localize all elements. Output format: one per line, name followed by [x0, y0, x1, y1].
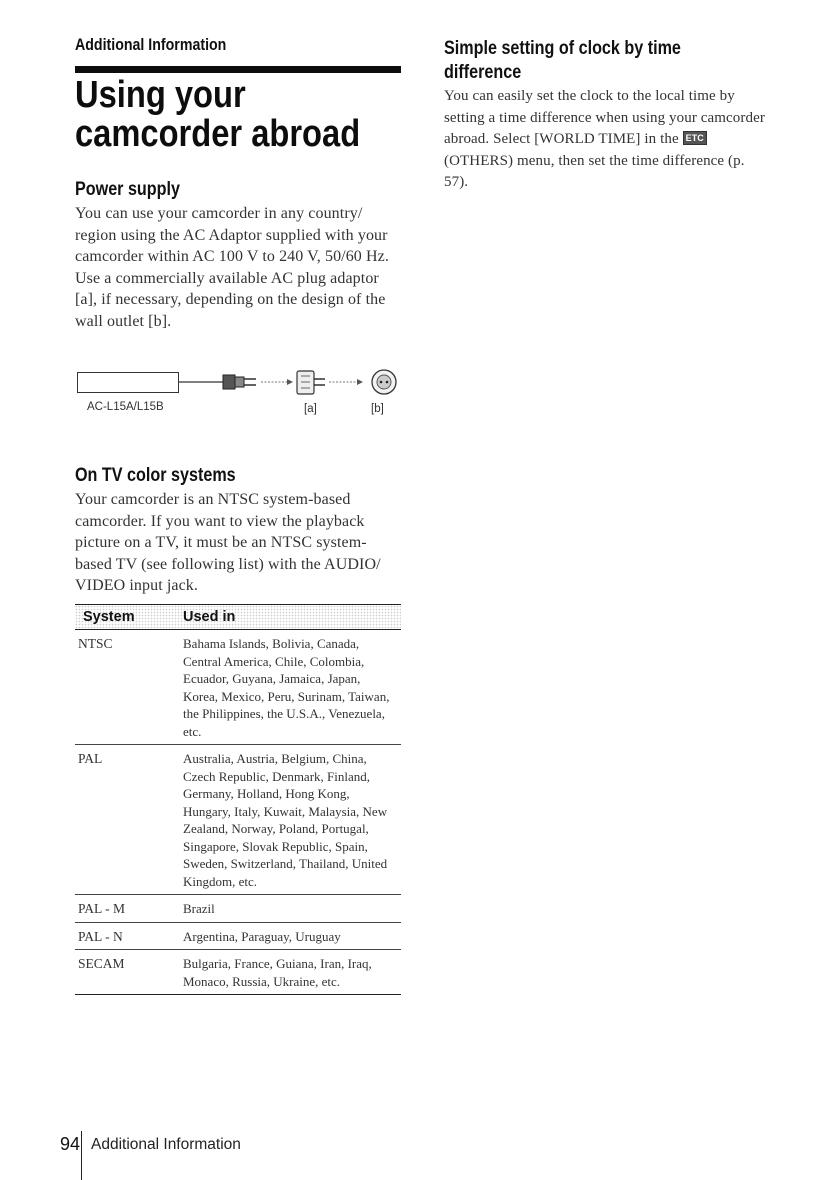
plug-adaptor-label: [a] — [304, 403, 317, 415]
countries-cell: Argentina, Paraguay, Uruguay — [183, 928, 341, 944]
table-row — [75, 895, 401, 923]
title-rule — [75, 66, 401, 73]
page-number: 94 — [60, 1134, 81, 1154]
clock-heading-line-2: difference — [444, 61, 522, 83]
system-cell: SECAM — [78, 956, 125, 971]
tv-systems-table — [75, 604, 401, 995]
column-header-system: System — [83, 609, 135, 625]
table-row — [75, 923, 401, 951]
table-row — [75, 630, 401, 745]
countries-cell: Australia, Austria, Belgium, China, Czech Republic, Denmark, Finland, Germany, Holland, Hong Kong, Hungary, Italy, Kuwait, Malaysia, New Zealand, Norway, Poland, Portugal, Singapore, Slovak Republic, Spain, Sweden, Switzerland, Thailand, United Kingdom, etc. — [183, 751, 388, 889]
tv-systems-paragraph: Your camcorder is an NTSC system-based camcorder. If you want to view the playback picture on a TV, it must be an NTSC system-based TV (see following list) with the AUDIO/ VIDEO input jack. — [75, 491, 381, 594]
countries-cell: Bahama Islands, Bolivia, Canada, Central America, Chile, Colombia, Ecuador, Guyana, Jamaica, Japan, Korea, Mexico, Peru, Surinam, Taiwan, the Philippines, the U.S.A., Venezuela, etc. — [183, 636, 390, 739]
power-supply-paragraph-2: Use a commercially available AC plug adaptor [a], if necessary, depending on the design of the wall outlet [b]. — [75, 269, 386, 330]
countries-cell: Bulgaria, France, Guiana, Iran, Iraq, Monaco, Russia, Ukraine, etc. — [183, 956, 372, 989]
clock-heading-line-1: Simple setting of clock by time — [444, 38, 681, 59]
power-supply-text — [75, 203, 401, 332]
countries-cell: Brazil — [183, 901, 215, 916]
table-row — [75, 950, 401, 995]
plug-adaptor-diagram — [75, 368, 401, 416]
system-cell: PAL - M — [78, 901, 126, 916]
page-title: Using your camcorder abroad — [75, 74, 361, 155]
clock-text-2: (OTHERS) menu, then set the time difference (p. 57). — [444, 152, 745, 190]
footer-section-label: Additional Information — [91, 1136, 241, 1153]
wall-outlet-label: [b] — [371, 403, 384, 415]
plug-chain-illustration — [75, 368, 401, 402]
system-cell: PAL - N — [78, 928, 123, 944]
section-label: Additional Information — [75, 36, 227, 54]
table-row — [75, 745, 401, 895]
clock-text-1: You can easily set the clock to the local time by setting a time difference when using your camcorder abroad. Select [WORLD TIME] in the — [444, 88, 765, 147]
power-supply-paragraph-1: You can use your camcorder in any country/ region using the AC Adaptor supplied with your camcorder within AC 100 V to 240 V, 50/60 Hz. — [75, 205, 389, 265]
tv-systems-heading: On TV color systems — [75, 465, 236, 486]
column-header-used-in: Used in — [183, 609, 236, 625]
clock-heading — [444, 37, 681, 85]
system-cell: PAL — [78, 751, 103, 766]
others-menu-icon: ETC — [683, 131, 707, 145]
table-header — [75, 604, 401, 630]
power-supply-heading: Power supply — [75, 179, 181, 200]
footer-divider — [81, 1131, 82, 1180]
clock-paragraph — [444, 86, 772, 194]
system-cell: NTSC — [78, 636, 113, 651]
adaptor-model-label: AC-L15A/L15B — [87, 401, 164, 413]
